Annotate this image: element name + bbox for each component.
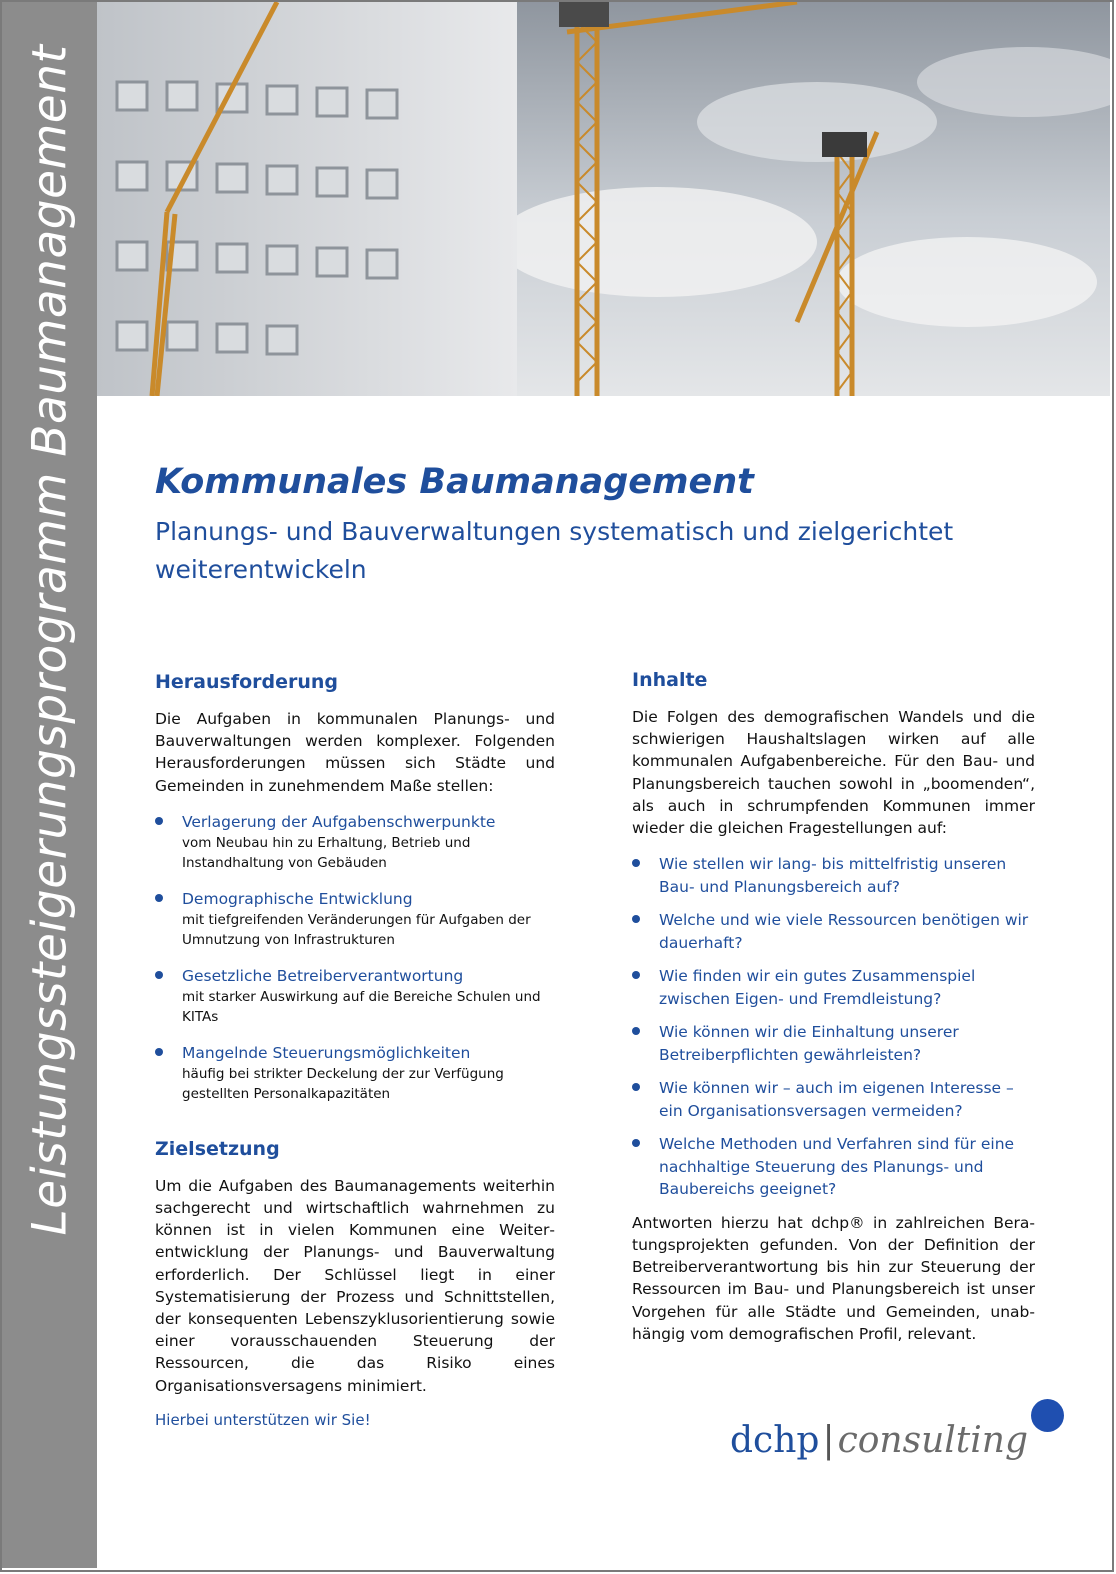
bullet-icon: [155, 817, 163, 825]
heading-inhalte: Inhalte: [632, 669, 708, 691]
question-text: Wie stellen wir lang- bis mittelfristig unseren Bau- und Planungsbereich auf?: [659, 855, 1007, 896]
logo-separator: |: [822, 1420, 835, 1461]
logo-suffix: consulting: [837, 1420, 1028, 1461]
hero-image: [97, 2, 1110, 396]
challenge-desc: vom Neubau hin zu Erhaltung, Betrieb und Instandhaltung von Gebäuden: [182, 834, 471, 872]
list-item: [632, 909, 1035, 954]
challenge-desc: mit starker Auswirkung auf die Bereiche Schulen und KITAs: [182, 988, 541, 1026]
question-text: Wie können wir – auch im eigenen Interesse – ein Organisationsversagen vermeiden?: [659, 1079, 1014, 1120]
challenge-title: Verlagerung der Aufgabenschwerpunkte: [182, 812, 496, 831]
question-text: Wie finden wir ein gutes Zusammenspiel zwischen Eigen- und Fremdleistung?: [659, 967, 976, 1008]
bullet-icon: [155, 971, 163, 979]
list-item: [632, 1021, 1035, 1066]
bullet-icon: [632, 971, 640, 979]
question-text: Welche und wie viele Ressourcen benötigen wir dauerhaft?: [659, 911, 1029, 952]
bullet-icon: [632, 859, 640, 867]
closing-text: Antworten hierzu hat dchp® in zahlreichen Beratungsprojekten gefunden. Von der Definition der Betreiberverantwortung bis hin zur Steuerung der Ressourcen im Bau- und Planungsbereich ist unser Vorgehen für alle Städte und Gemeinden, unabhängig vom demografischen Profil, relevant.: [632, 1213, 1035, 1343]
contents-intro: Die Folgen des demografischen Wandels und die schwierigen Haushaltslagen wirken auf alle kommunalen Aufgabenbereiche. Für den Bau- und Planungsbereich tauchen sowohl in „boomenden“, als auch in schrumpfenden Kommunen immer wieder die gleichen Fragestellungen auf:: [632, 708, 1035, 838]
bullet-icon: [155, 894, 163, 902]
list-item: [632, 1133, 1035, 1201]
list-item: [632, 965, 1035, 1010]
list-item: [155, 888, 555, 951]
challenge-desc: mit tiefgreifenden Veränderungen für Aufgaben der Umnutzung von Infrastrukturen: [182, 911, 531, 949]
heading-herausforderung: Herausforderung: [155, 671, 339, 693]
list-item: [632, 853, 1035, 898]
bullet-icon: [155, 1048, 163, 1056]
support-callout: Hierbei unterstützen wir Sie!: [155, 1410, 371, 1429]
heading-zielsetzung: Zielsetzung: [155, 1137, 280, 1160]
goal-text: Um die Aufgaben des Baumanagements weiterhin sachgerecht und wirtschaftlich wahrnehmen zu können ist in vielen Kommunen eine Weiterentwicklung der Planungs- und Bauverwaltung erforderlich. Der Schlüssel liegt in einer Systematisierung der Prozess und Schnittstellen, der konsequenten Lebenszyklusorientierung sowie einer vorausschauenden Steuerung der Ressourcen, die das Risiko eines Organisationsversagens minimiert.: [155, 1176, 555, 1395]
list-item: [155, 965, 555, 1028]
page-title: Kommunales Baumanagement: [155, 462, 754, 502]
challenge-title: Gesetzliche Betreiberverantwortung: [182, 966, 464, 985]
bullet-icon: [632, 915, 640, 923]
challenge-title: Demographische Entwicklung: [182, 889, 413, 908]
question-text: Welche Methoden und Verfahren sind für eine nachhaltige Steuerung des Planungs- und Baubereichs geeignet?: [659, 1135, 1015, 1199]
sidebar-title: Leistungssteigerungsprogramm Baumanagement: [22, 44, 78, 1236]
page-subtitle: Planungs- und Bauverwaltungen systematisch und zielgerichtet weiterentwickeln: [155, 517, 954, 584]
logo-dot-icon: [1031, 1399, 1064, 1432]
challenges-intro: Die Aufgaben in kommunalen Planungs- und Bauverwaltungen werden komplexer. Folgenden Herausforderungen müssen sich Städte und Gemeinden in zunehmendem Maße stellen:: [155, 710, 555, 795]
company-logo: [730, 1420, 1028, 1461]
challenge-desc: häufig bei strikter Deckelung der zur Verfügung gestellten Personalkapazitäten: [182, 1065, 504, 1103]
list-item: [155, 1042, 555, 1105]
left-column: [155, 668, 555, 1431]
challenge-title: Mangelnde Steuerungsmöglichkeiten: [182, 1043, 471, 1062]
challenge-list: [155, 811, 555, 1105]
question-text: Wie können wir die Einhaltung unserer Betreiberpflichten gewährleisten?: [659, 1023, 959, 1064]
question-list: [632, 853, 1035, 1201]
right-column: [632, 666, 1035, 1345]
list-item: [155, 811, 555, 874]
logo-brand: dchp: [730, 1420, 820, 1461]
bullet-icon: [632, 1083, 640, 1091]
bullet-icon: [632, 1027, 640, 1035]
list-item: [632, 1077, 1035, 1122]
bullet-icon: [632, 1139, 640, 1147]
